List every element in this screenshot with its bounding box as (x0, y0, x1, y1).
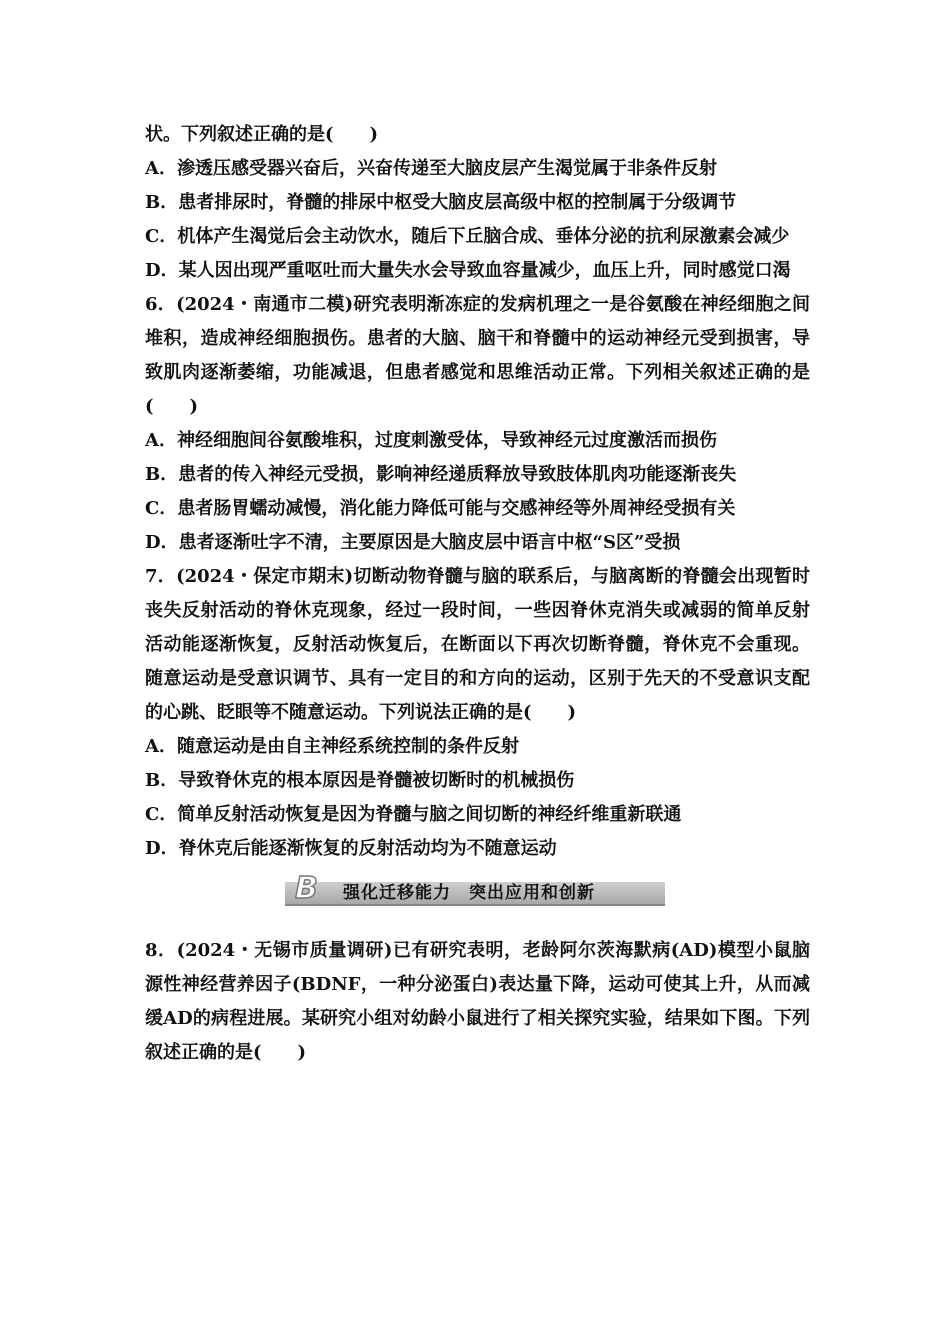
q6-option-a: A．神经细胞间谷氨酸堆积，过度刺激受体，导致神经元过度激活而损伤 (145, 430, 717, 451)
q5-stem-tail: 状。下列叙述正确的是( ) (145, 124, 379, 145)
q5-option-a: A．渗透压感受器兴奋后，兴奋传递至大脑皮层产生渴觉属于非条件反射 (145, 158, 717, 179)
q6-option-b: B．患者的传入神经元受损，影响神经递质释放导致肢体肌肉功能逐渐丧失 (145, 464, 737, 485)
q5-option-c: C．机体产生渴觉后会主动饮水，随后下丘脑合成、垂体分泌的抗利尿激素会减少 (145, 226, 790, 247)
q7-option-d: D．脊休克后能逐渐恢复的反射活动均为不随意运动 (145, 838, 557, 859)
banner-letter-icon: B (295, 871, 318, 906)
q7-option-a: A．随意运动是由自主神经系统控制的条件反射 (145, 736, 519, 757)
q8-number: 8． (145, 940, 177, 961)
q6-option-c: C．患者肠胃蠕动减慢，消化能力降低可能与交感神经等外周神经受损有关 (145, 498, 736, 519)
document-page (145, 118, 810, 1070)
q6-number: 6． (145, 294, 177, 315)
question-7 (145, 560, 810, 730)
q7-source: (2024・保定市期末) (176, 566, 354, 587)
section-banner (145, 872, 810, 916)
q5-option-d: D．某人因出现严重呕吐而大量失水会导致血容量减少，血压上升，同时感觉口渴 (145, 260, 791, 281)
q7-option-b: B．导致脊休克的根本原因是脊髓被切断时的机械损伤 (145, 770, 575, 791)
question-6 (145, 288, 810, 424)
q7-number: 7． (145, 566, 177, 587)
q5-option-b: B．患者排尿时，脊髓的排尿中枢受大脑皮层高级中枢的控制属于分级调节 (145, 192, 737, 213)
q6-source: (2024・南通市二模) (176, 294, 354, 315)
q8-stem: 已有研究表明，老龄阿尔茨海默病(AD)模型小鼠脑源性神经营养因子(BDNF，一种分泌蛋白)表达量下降，运动可使其上升，从而减缓AD的病程进展。某研究小组对幼龄小鼠进行了相关探究实验，结果如下图。下列叙述正确的是( ) (145, 940, 810, 1063)
q7-option-c: C．简单反射活动恢复是因为脊髓与脑之间切断的神经纤维重新联通 (145, 804, 682, 825)
q6-stem: 研究表明渐冻症的发病机理之一是谷氨酸在神经细胞之间堆积，造成神经细胞损伤。患者的大脑、脑干和脊髓中的运动神经元受到损害，导致肌肉逐渐萎缩，功能减退，但患者感觉和思维活动正常。下列相关叙述正确的是( ) (145, 294, 810, 417)
q6-option-d: D．患者逐渐吐字不清，主要原因是大脑皮层中语言中枢“S区”受损 (145, 532, 681, 553)
q8-source: (2024・无锡市质量调研) (176, 940, 393, 961)
question-8 (145, 934, 810, 1070)
banner-title: 强化迁移能力 突出应用和创新 (343, 883, 595, 903)
q7-stem: 切断动物脊髓与脑的联系后，与脑离断的脊髓会出现暂时丧失反射活动的脊休克现象，经过一段时间，一些因脊休克消失或减弱的简单反射活动能逐渐恢复，反射活动恢复后，在断面以下再次切断脊髓，脊休克不会重现。随意运动是受意识调节、具有一定目的和方向的运动，区别于先天的不受意识支配的心跳、眨眼等不随意运动。下列说法正确的是( ) (145, 566, 810, 723)
